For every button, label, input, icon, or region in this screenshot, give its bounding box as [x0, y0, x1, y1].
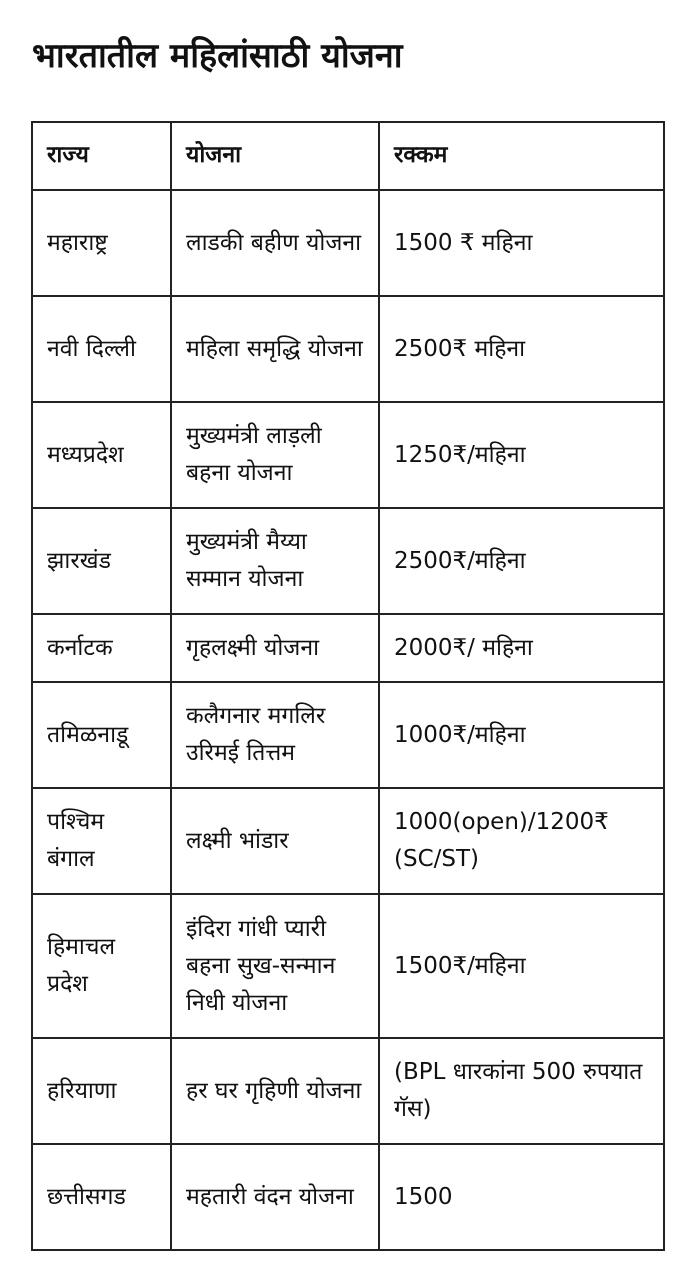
state-cell: नवी दिल्ली [32, 296, 171, 402]
table-row [32, 402, 664, 508]
amount-cell: 1250₹/महिना [379, 402, 664, 508]
state-cell: हिमाचल प्रदेश [32, 894, 171, 1038]
state-cell: महाराष्ट्र [32, 190, 171, 296]
scheme-cell: मुख्यमंत्री लाड़ली बहना योजना [171, 402, 379, 508]
amount-cell: 1500 ₹ महिना [379, 190, 664, 296]
scheme-cell: लक्ष्मी भांडार [171, 788, 379, 894]
amount-cell: (BPL धारकांना 500 रुपयात गॅस) [379, 1038, 664, 1144]
state-cell: मध्यप्रदेश [32, 402, 171, 508]
state-cell: पश्चिम बंगाल [32, 788, 171, 894]
table-row [32, 190, 664, 296]
state-cell: तमिळनाडू [32, 682, 171, 788]
scheme-cell: मुख्यमंत्री मैय्या सम्मान योजना [171, 508, 379, 614]
scheme-cell: गृहलक्ष्मी योजना [171, 614, 379, 682]
state-cell: कर्नाटक [32, 614, 171, 682]
amount-cell: 1500₹/महिना [379, 894, 664, 1038]
table-row [32, 1038, 664, 1144]
table-row [32, 296, 664, 402]
scheme-cell: लाडकी बहीण योजना [171, 190, 379, 296]
state-cell: हरियाणा [32, 1038, 171, 1144]
schemes-table [31, 121, 665, 1251]
amount-cell: 2500₹ महिना [379, 296, 664, 402]
header-amount: रक्कम [379, 122, 664, 190]
amount-cell: 1500 [379, 1144, 664, 1250]
scheme-cell: कलैगनार मगलिर उरिमई तित्तम [171, 682, 379, 788]
table-header-row [32, 122, 664, 190]
header-state: राज्य [32, 122, 171, 190]
table-row [32, 682, 664, 788]
scheme-cell: महिला समृद्धि योजना [171, 296, 379, 402]
table-row [32, 894, 664, 1038]
amount-cell: 2500₹/महिना [379, 508, 664, 614]
scheme-cell: इंदिरा गांधी प्यारी बहना सुख-सन्मान निधी योजना [171, 894, 379, 1038]
scheme-cell: महतारी वंदन योजना [171, 1144, 379, 1250]
table-row [32, 1144, 664, 1250]
table-row [32, 508, 664, 614]
amount-cell: 2000₹/ महिना [379, 614, 664, 682]
header-scheme: योजना [171, 122, 379, 190]
table-row [32, 788, 664, 894]
page-title: भारतातील महिलांसाठी योजना [32, 36, 403, 76]
scheme-cell: हर घर गृहिणी योजना [171, 1038, 379, 1144]
amount-cell: 1000₹/महिना [379, 682, 664, 788]
table-row [32, 614, 664, 682]
state-cell: छत्तीसगड [32, 1144, 171, 1250]
state-cell: झारखंड [32, 508, 171, 614]
amount-cell: 1000(open)/1200₹ (SC/ST) [379, 788, 664, 894]
